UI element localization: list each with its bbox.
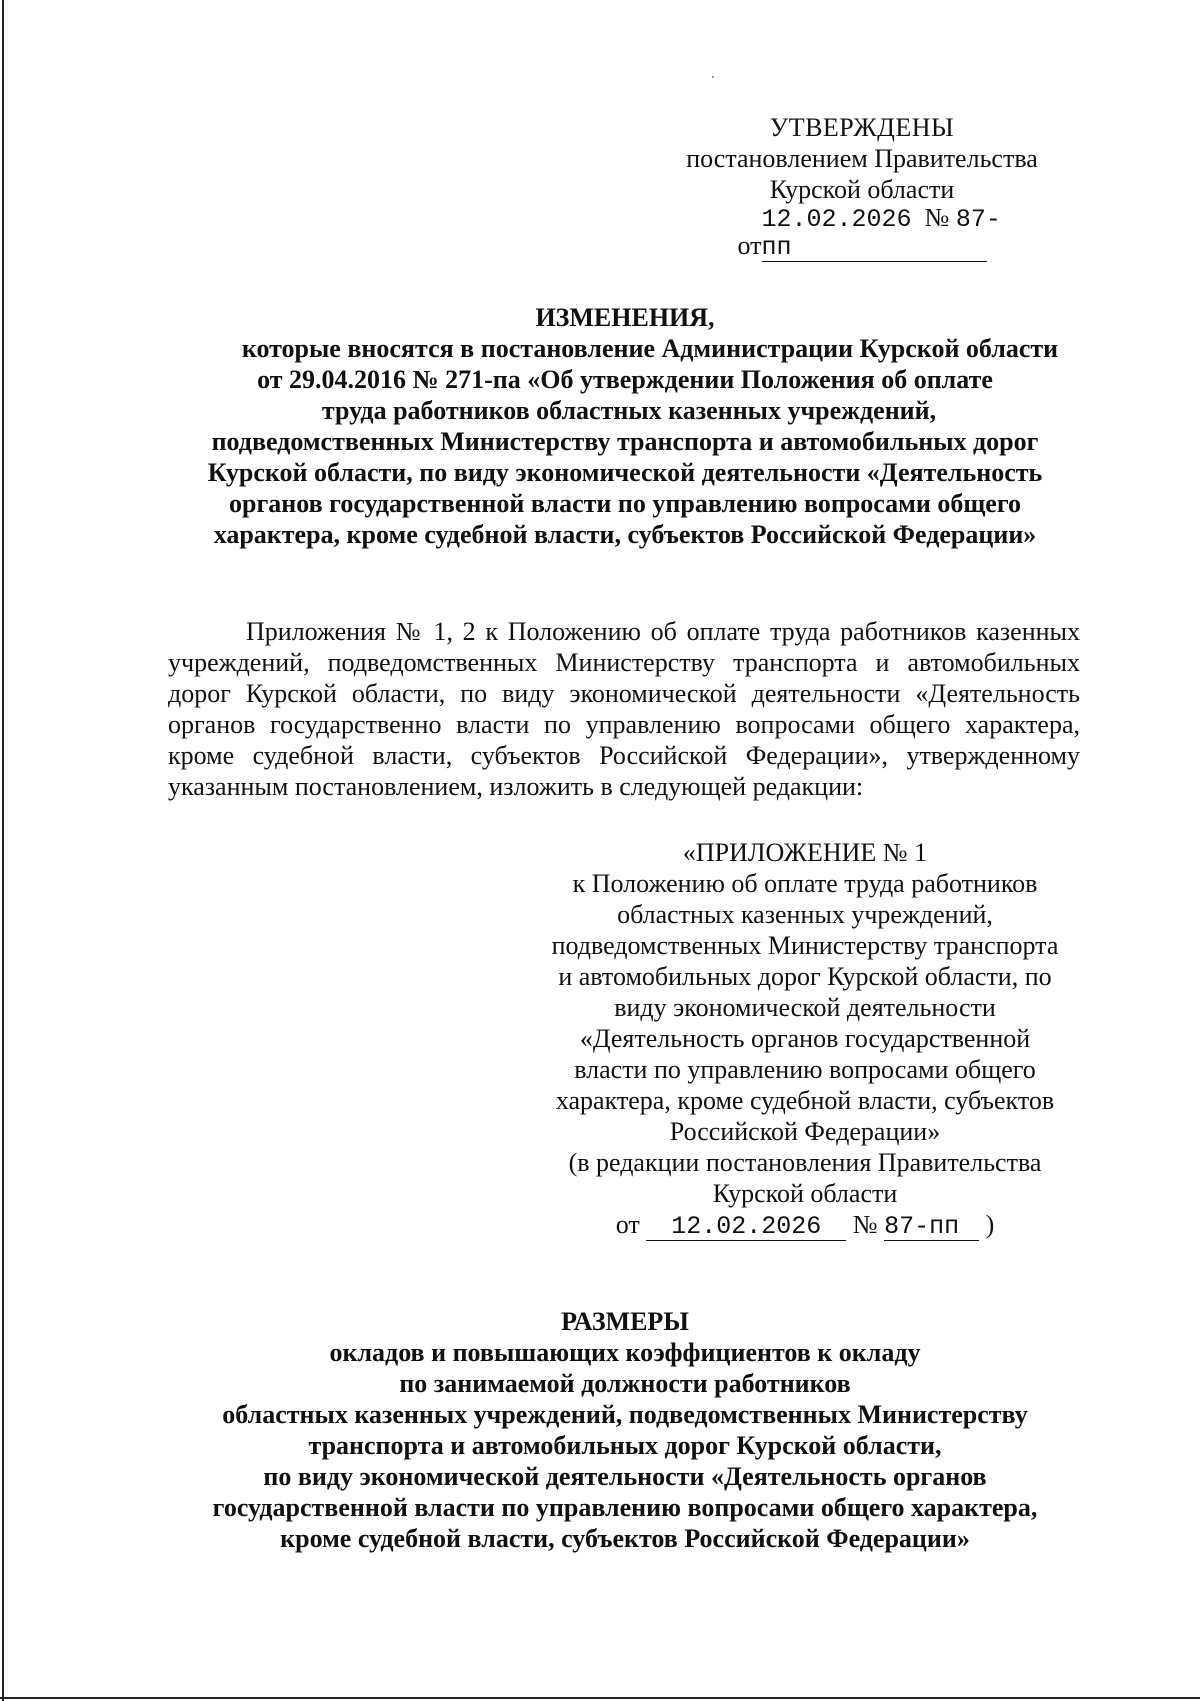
approval-line-2: Курской области — [769, 175, 955, 204]
appendix-date-line — [540, 1209, 1070, 1241]
appendix-line: (в редакции постановления Правительства — [568, 1148, 1042, 1177]
sizes-heading-line: государственной власти по управлению вопросами общего характера, — [212, 1493, 1038, 1522]
sizes-heading-line: окладов и повышающих коэффициентов к окладу — [329, 1338, 921, 1367]
sizes-heading-line: кроме судебной власти, субъектов Российской Федерации» — [280, 1524, 970, 1553]
sizes-title: РАЗМЕРЫ — [561, 1307, 689, 1336]
approval-number-sign: № — [924, 203, 950, 232]
changes-heading-line: труда работников областных казенных учреждений, — [321, 396, 937, 425]
appendix-number: 87-пп — [884, 1212, 960, 1241]
changes-heading-line: которые вносятся в постановление Администрации Курской области — [241, 334, 1059, 363]
scan-border-bottom — [0, 1697, 1200, 1699]
body-line: Приложения № 1, 2 к Положению об оплате труда работников казенных — [246, 617, 1080, 646]
appendix-closing: ) — [985, 1210, 995, 1239]
changes-heading — [150, 302, 1100, 550]
appendix-line: власти по управлению вопросами общего — [574, 1055, 1036, 1084]
changes-heading-line: органов государственной власти по управлению вопросами общего — [229, 489, 1021, 518]
approval-line-1: постановлением Правительства — [686, 144, 1038, 173]
sizes-heading-line: по виду экономической деятельности «Деятельность органов — [263, 1462, 987, 1491]
appendix-block — [540, 837, 1070, 1241]
body-line: указанным постановлением, изложить в следующей редакции: — [168, 772, 864, 801]
appendix-line: Российской Федерации» — [669, 1117, 941, 1146]
appendix-line: и автомобильных дорог Курской области, по — [558, 962, 1052, 991]
scan-speck — [712, 76, 714, 78]
appendix-number-field — [884, 1212, 979, 1241]
approval-date: 12.02.2026 — [761, 205, 912, 234]
sizes-heading-line: транспорта и автомобильных дорог Курской области, — [308, 1431, 942, 1460]
appendix-date-field — [646, 1212, 846, 1241]
changes-heading-line: Курской области, по виду экономической деятельности «Деятельность — [207, 458, 1043, 487]
body-paragraph — [168, 616, 1080, 802]
appendix-date: 12.02.2026 — [671, 1212, 822, 1241]
approval-title: УТВЕРЖДЕНЫ — [769, 113, 955, 142]
body-line: органов государственно власти по управлению вопросами общего характера, — [168, 710, 1080, 739]
appendix-line: подведомственных Министерству транспорта — [551, 931, 1059, 960]
changes-heading-line: подведомственных Министерству транспорта и автомобильных дорог — [211, 427, 1039, 456]
scan-border-left — [2, 0, 4, 1701]
approval-number: 87-пп — [761, 205, 1001, 262]
appendix-line: виду экономической деятельности — [614, 993, 996, 1022]
sizes-heading-line: по занимаемой должности работников — [399, 1369, 851, 1398]
changes-title: ИЗМЕНЕНИЯ, — [535, 303, 715, 332]
approval-date-field — [761, 203, 1001, 262]
sizes-heading — [150, 1306, 1100, 1554]
approval-block — [662, 112, 1062, 262]
changes-heading-line: характера, кроме судебной власти, субъектов Российской Федерации» — [213, 520, 1037, 549]
body-line: дорог Курской области, по виду экономической деятельности «Деятельность — [168, 679, 1080, 708]
appendix-number-sign: № — [852, 1210, 878, 1239]
appendix-line: к Положению об оплате труда работников — [572, 869, 1038, 898]
appendix-from-label: от — [615, 1210, 640, 1239]
approval-date-line — [662, 205, 1062, 262]
appendix-title: «ПРИЛОЖЕНИЕ № 1 — [682, 838, 928, 867]
appendix-line: характера, кроме судебной власти, субъектов — [555, 1086, 1055, 1115]
approval-from-label: от — [737, 231, 762, 260]
body-line: учреждений, подведомственных Министерству транспорта и автомобильных — [168, 648, 1080, 677]
body-line: кроме судебной власти, субъектов Российской Федерации», утвержденному — [168, 741, 1080, 770]
appendix-line: Курской области — [712, 1179, 898, 1208]
sizes-heading-line: областных казенных учреждений, подведомственных Министерству — [222, 1400, 1028, 1429]
appendix-line: областных казенных учреждений, — [617, 900, 993, 929]
appendix-line: «Деятельность органов государственной — [579, 1024, 1031, 1053]
changes-heading-line: от 29.04.2016 № 271-па «Об утверждении Положения об оплате — [257, 365, 993, 394]
